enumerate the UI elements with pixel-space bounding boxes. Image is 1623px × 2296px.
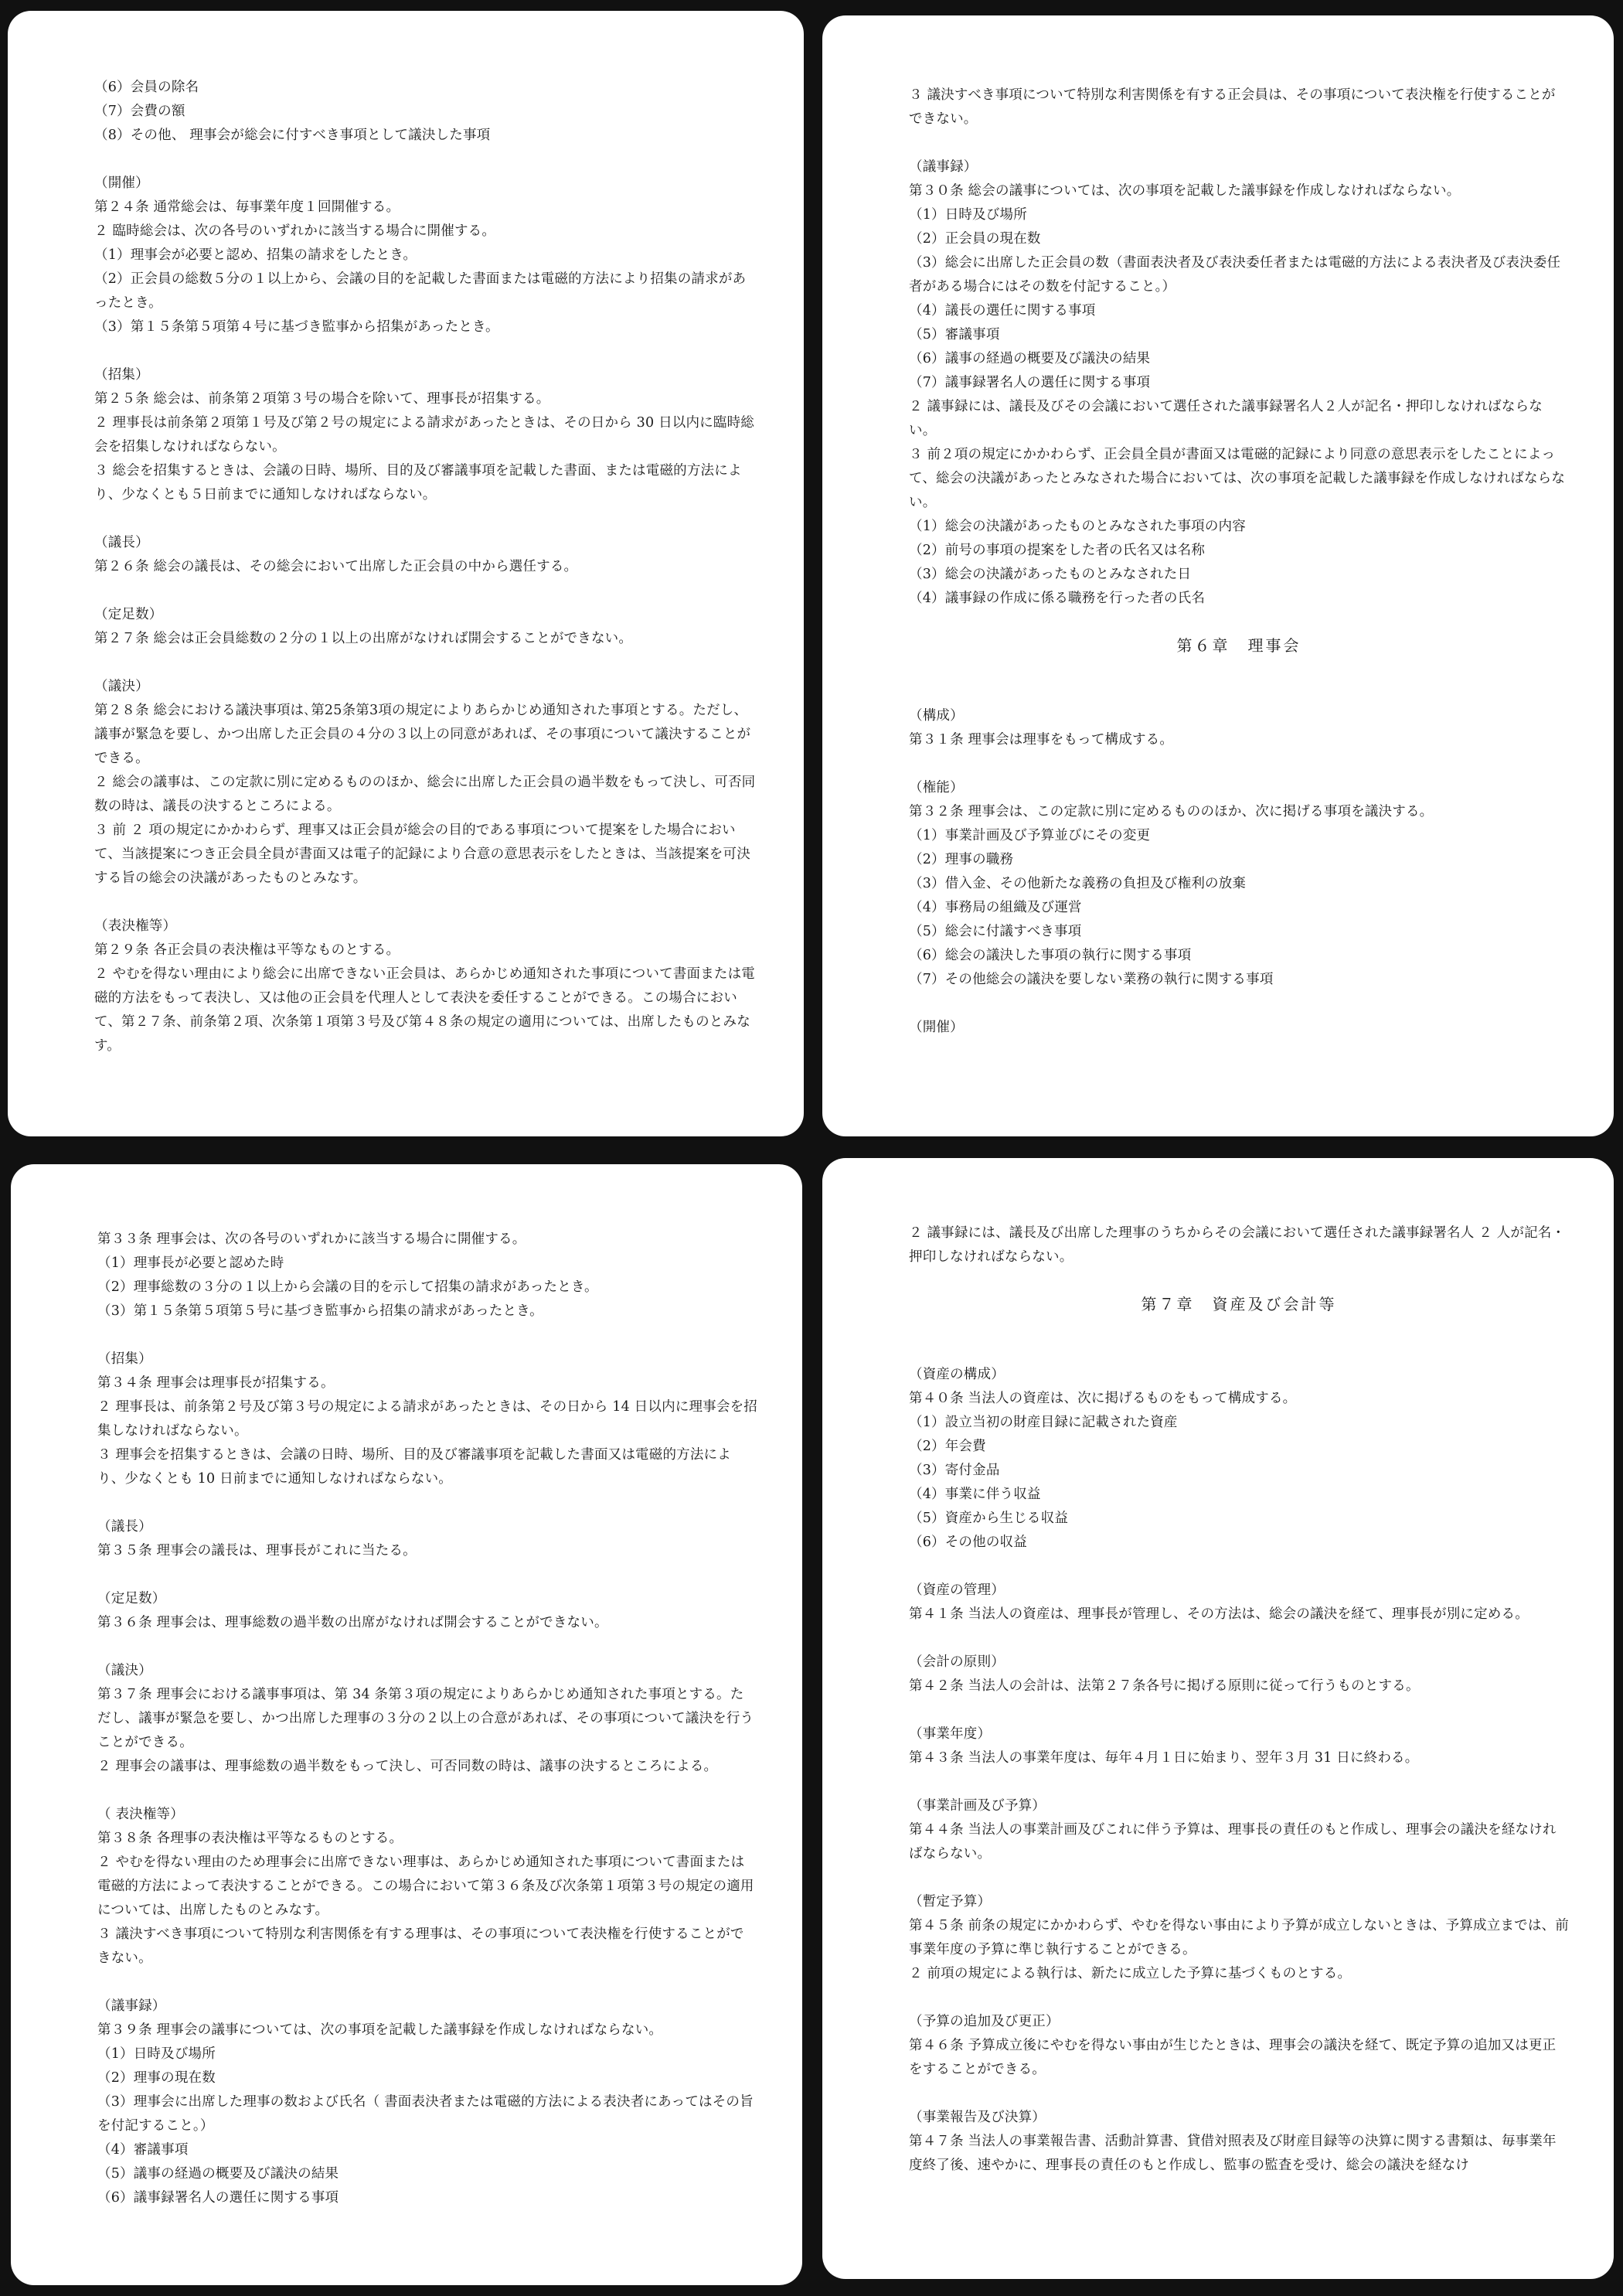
text-line: （3）総会の決議があったものとみなされた日 bbox=[909, 567, 1192, 582]
text-line: ２ やむを得ない理由のため理事会に出席できない理事は、あらかじめ通知された事項について書面または電磁的方法によって表決することができる。この場合において第３６条及び次条第１項第３号の規定の適用については、出席したものとみなす。 bbox=[97, 1855, 754, 1918]
text-line: （2）正会員の総数５分の１以上から、会議の目的を記載した書面または電磁的方法により招集の請求があったとき。 bbox=[94, 271, 747, 311]
text-line: （会計の原則） bbox=[909, 1654, 1005, 1670]
page-1-text bbox=[94, 76, 759, 1058]
text-line: （構成） bbox=[909, 708, 964, 724]
text-line: （5）資産から生じる収益 bbox=[909, 1511, 1069, 1526]
text-line: 第３４条 理事会は理事長が招集する。 bbox=[97, 1375, 335, 1391]
text-line: （2）理事の職務 bbox=[909, 852, 1014, 867]
text-line: （議決） bbox=[97, 1663, 152, 1678]
document-page-4 bbox=[822, 1158, 1614, 2279]
blank-line bbox=[909, 992, 1569, 1016]
blank-line bbox=[94, 891, 759, 915]
text-line: 第３７条 理事会における議事事項は、第 34 条第３項の規定によりあらかじめ通知された事項とする。ただし、議事が緊急を要し、かつ出席した理事の３分の２以上の合意があれば、その事項について議決を行うことができる。 bbox=[97, 1687, 754, 1750]
text-line: ２ 理事会の議事は、理事総数の過半数をもって決し、可否同数の時は、議事の決するところによる。 bbox=[97, 1759, 718, 1774]
text-line: ２ やむを得ない理由により総会に出席できない正会員は、あらかじめ通知された事項について書面または電磁的方法をもって表決し、又は他の正会員を代理人として表決を委任することができる。この場合において、第２７条、前条第２項、次条第１項第３号及び第４８条の規定の適用については、出席したものとみなす。 bbox=[94, 966, 756, 1054]
text-line: ２ 理事長は前条第２項第１号及び第２号の規定による請求があったときは、その日から 30 日以内に臨時総会を招集しなければならない。 bbox=[94, 415, 754, 455]
text-line: 第２５条 総会は、前条第２項第３号の場合を除いて、理事長が招集する。 bbox=[94, 391, 550, 407]
text-line: ２ 臨時総会は、次の各号のいずれかに該当する場合に開催する。 bbox=[94, 223, 496, 239]
text-line: ２ 前項の規定による執行は、新たに成立した予算に基づくものとする。 bbox=[909, 1966, 1352, 1981]
text-line: ３ 理事会を招集するときは、会議の日時、場所、目的及び審議事項を記載した書面又は電磁的方法により、少なくとも 10 日前までに通知しなければならない。 bbox=[97, 1447, 731, 1487]
blank-line bbox=[94, 339, 759, 363]
text-line: （権能） bbox=[909, 780, 964, 795]
text-line: （2）理事の現在数 bbox=[97, 2070, 216, 2086]
page-4-text bbox=[909, 1221, 1569, 2178]
text-line: 第３２条 理事会は、この定款に別に定めるもののほか、次に掲げる事項を議決する。 bbox=[909, 804, 1434, 819]
text-line: 第３３条 理事会は、次の各号のいずれかに該当する場合に開催する。 bbox=[97, 1231, 526, 1247]
text-line: 第２６条 総会の議長は、その総会において出席した正会員の中から選任する。 bbox=[94, 559, 578, 574]
document-page-2 bbox=[822, 15, 1614, 1136]
text-line: 第２４条 通常総会は、毎事業年度１回開催する。 bbox=[94, 199, 400, 215]
text-line: （1）設立当初の財産目録に記載された資産 bbox=[909, 1415, 1178, 1430]
blank-line bbox=[909, 1627, 1569, 1650]
blank-line bbox=[909, 1986, 1569, 2010]
text-line: （議長） bbox=[94, 535, 149, 550]
text-line: （ 表決権等） bbox=[97, 1807, 184, 1822]
text-line: 第４３条 当法人の事業年度は、毎年４月１日に始まり、翌年３月 31 日に終わる。 bbox=[909, 1750, 1419, 1766]
blank-line bbox=[909, 1866, 1569, 1890]
blank-line bbox=[97, 1491, 757, 1515]
text-line: （3）理事会に出席した理事の数および氏名（ 書面表決者または電磁的方法による表決者にあってはその旨を付記すること。） bbox=[97, 2094, 754, 2134]
page-4-lower-text bbox=[909, 1363, 1569, 2178]
text-line: （7）議事録署名人の選任に関する事項 bbox=[909, 375, 1151, 390]
blank-line bbox=[909, 1698, 1569, 1722]
text-line: （6）議事録署名人の選任に関する事項 bbox=[97, 2190, 339, 2206]
blank-line bbox=[94, 651, 759, 675]
text-line: （1）理事長が必要と認めた時 bbox=[97, 1255, 284, 1271]
text-line: （2）理事総数の３分の１以上から会議の目的を示して招集の請求があったとき。 bbox=[97, 1279, 598, 1295]
text-line: （5）議事の経過の概要及び議決の結果 bbox=[97, 2166, 339, 2182]
text-line: 第３１条 理事会は理事をもって構成する。 bbox=[909, 732, 1174, 748]
text-line: 第２９条 各正会員の表決権は平等なものとする。 bbox=[94, 942, 400, 958]
text-line: （1）日時及び場所 bbox=[909, 207, 1027, 223]
text-line: 第４１条 当法人の資産は、理事長が管理し、その方法は、総会の議決を経て、理事長が別に定める。 bbox=[909, 1606, 1529, 1622]
blank-line bbox=[97, 1563, 757, 1587]
text-line: （4）議事録の作成に係る職務を行った者の氏名 bbox=[909, 591, 1206, 606]
blank-line bbox=[909, 1555, 1569, 1579]
text-line: 第４７条 当法人の事業報告書、活動計算書、貸借対照表及び財産目録等の決算に関する書類は、毎事業年度終了後、速やかに、理事長の責任のもと作成し、監事の監査を受け、総会の議決を経なけ bbox=[909, 2134, 1557, 2173]
text-line: （3）第１５条第５項第５号に基づき監事から招集の請求があったとき。 bbox=[97, 1303, 543, 1319]
blank-line bbox=[97, 1635, 757, 1659]
blank-line bbox=[97, 1323, 757, 1347]
text-line: （3）総会に出席した正会員の数（書面表決者及び表決委任者または電磁的方法による表決者及び表決委任者がある場合にはその数を付記すること。） bbox=[909, 255, 1561, 295]
blank-line bbox=[94, 148, 759, 172]
text-line: （3）寄付金品 bbox=[909, 1463, 1000, 1478]
text-line: （4）議長の選任に関する事項 bbox=[909, 303, 1096, 319]
text-line: 第３６条 理事会は、理事総数の過半数の出席がなければ開会することができない。 bbox=[97, 1615, 608, 1630]
text-line: （事業報告及び決算） bbox=[909, 2110, 1046, 2125]
blank-line bbox=[909, 2082, 1569, 2106]
text-line: ２ 議事録には、議長及びその会議において選任された議事録署名人２人が記名・押印しなければならない。 bbox=[909, 399, 1543, 438]
text-line: ２ 理事長は、前条第２号及び第３号の規定による請求があったときは、その日から 14 日以内に理事会を招集しなければならない。 bbox=[97, 1399, 757, 1439]
text-line: （8）その他、 理事会が総会に付すべき事項として議決した事項 bbox=[94, 128, 491, 143]
text-line: （招集） bbox=[94, 367, 149, 383]
text-line: （表決権等） bbox=[94, 918, 177, 934]
text-line: 第３０条 総会の議事については、次の事項を記載した議事録を作成しなければならない。 bbox=[909, 183, 1461, 199]
document-page-3 bbox=[11, 1164, 802, 2285]
text-line: （4）事業に伴う収益 bbox=[909, 1487, 1041, 1502]
text-line: （資産の構成） bbox=[909, 1367, 1005, 1382]
document-page-1 bbox=[8, 11, 804, 1136]
text-line: 第４６条 予算成立後にやむを得ない事由が生じたときは、理事会の議決を経て、既定予算の追加又は更正をすることができる。 bbox=[909, 2038, 1557, 2077]
page-2-text bbox=[909, 83, 1569, 1040]
page-4-upper-text bbox=[909, 1221, 1569, 1269]
text-line: （1）日時及び場所 bbox=[97, 2046, 216, 2062]
text-line: 第２７条 総会は正会員総数の２分の１以上の出席がなければ開会することができない。 bbox=[94, 631, 633, 646]
blank-line bbox=[909, 131, 1569, 155]
text-line: ２ 総会の議事は、この定款に別に定めるもののほか、総会に出席した正会員の過半数をもって決し、可否同数の時は、議長の決するところによる。 bbox=[94, 775, 756, 814]
text-line: （議事録） bbox=[97, 1998, 166, 2014]
text-line: （開催） bbox=[94, 175, 149, 191]
text-line: （開催） bbox=[909, 1020, 964, 1035]
blank-line bbox=[909, 752, 1569, 776]
text-line: （4）審議事項 bbox=[97, 2142, 189, 2158]
blank-line bbox=[94, 579, 759, 603]
text-line: （6）議事の経過の概要及び議決の結果 bbox=[909, 351, 1151, 366]
text-line: （招集） bbox=[97, 1351, 152, 1367]
text-line: （事業計画及び予算） bbox=[909, 1798, 1046, 1814]
text-line: 第４０条 当法人の資産は、次に掲げるものをもって構成する。 bbox=[909, 1391, 1297, 1406]
text-line: ３ 前２項の規定にかかわらず、正会員全員が書面又は電磁的記録により同意の意思表示をしたことによって、総会の決議があったとみなされた場合においては、次の事項を記載した議事録を作成しなければならない。 bbox=[909, 447, 1566, 510]
text-line: （3）第１５条第５項第４号に基づき監事から招集があったとき。 bbox=[94, 319, 499, 335]
text-line: （2）正会員の現在数 bbox=[909, 231, 1041, 247]
text-line: 第４２条 当法人の会計は、法第２７条各号に掲げる原則に従って行うものとする。 bbox=[909, 1678, 1420, 1694]
chapter-7-heading: 第７章 資産及び会計等 bbox=[1141, 1295, 1337, 1313]
page-3-text bbox=[97, 1228, 757, 2210]
text-line: ２ 議事録には、議長及び出席した理事のうちからその会議において選任された議事録署名人 ２ 人が記名・押印しなければならない。 bbox=[909, 1225, 1566, 1265]
text-line: （事業年度） bbox=[909, 1726, 992, 1742]
text-line: （1）事業計画及び予算並びにその変更 bbox=[909, 828, 1151, 843]
text-line: （6）総会の議決した事項の執行に関する事項 bbox=[909, 948, 1192, 963]
text-line: （議決） bbox=[94, 679, 149, 694]
blank-line bbox=[97, 1779, 757, 1803]
text-line: （7）その他総会の議決を要しない業務の執行に関する事項 bbox=[909, 972, 1274, 987]
text-line: 第３９条 理事会の議事については、次の事項を記載した議事録を作成しなければならない。 bbox=[97, 2022, 663, 2038]
text-line: 第４５条 前条の規定にかかわらず、やむを得ない事由により予算が成立しないときは、予算成立までは、前事業年度の予算に準じ執行することができる。 bbox=[909, 1918, 1569, 1957]
chapter-6-heading: 第６章 理事会 bbox=[1176, 636, 1301, 655]
text-line: 第３８条 各理事の表決権は平等なるものとする。 bbox=[97, 1831, 403, 1846]
text-line: （7）会費の額 bbox=[94, 104, 185, 119]
text-line: （議長） bbox=[97, 1519, 152, 1535]
text-line: （6）会員の除名 bbox=[94, 80, 199, 95]
text-line: （2）前号の事項の提案をした者の氏名又は名称 bbox=[909, 543, 1206, 558]
text-line: 第２８条 総会における議決事項は､第25条第3項の規定によりあらかじめ通知された事項とする。ただし、議事が緊急を要し、かつ出席した正会員の４分の３以上の同意があれば、その事項について議決することができる。 bbox=[94, 703, 751, 766]
text-line: （3）借入金、その他新たな義務の負担及び権利の放棄 bbox=[909, 876, 1247, 891]
text-line: ３ 議決すべき事項について特別な利害関係を有する理事は、その事項について表決権を行使することができない。 bbox=[97, 1926, 744, 1966]
text-line: ３ 議決すべき事項について特別な利害関係を有する正会員は、その事項について表決権を行使することができない。 bbox=[909, 87, 1556, 127]
text-line: ３ 総会を招集するときは、会議の日時、場所、目的及び審議事項を記載した書面、または電磁的方法により、少なくとも５日前までに通知しなければならない。 bbox=[94, 463, 742, 502]
text-line: （5）総会に付議すべき事項 bbox=[909, 924, 1082, 939]
text-line: （1）理事会が必要と認め、招集の請求をしたとき。 bbox=[94, 247, 417, 263]
text-line: （5）審議事項 bbox=[909, 327, 1000, 342]
text-line: ３ 前 ２ 項の規定にかかわらず、理事又は正会員が総会の目的である事項について提案をした場合において、当該提案につき正会員全員が書面又は電子的記録により合意の意思表示をしたときは、当該提案を可決する旨の総会の決議があったものとみなす。 bbox=[94, 823, 750, 886]
text-line: 第３５条 理事会の議長は、理事長がこれに当たる。 bbox=[97, 1543, 417, 1558]
text-line: （資産の管理） bbox=[909, 1582, 1005, 1598]
blank-line bbox=[97, 1971, 757, 1995]
text-line: （議事録） bbox=[909, 159, 978, 175]
text-line: 第４４条 当法人の事業計画及びこれに伴う予算は、理事長の責任のもと作成し、理事会の議決を経なければならない。 bbox=[909, 1822, 1557, 1862]
page-2-upper-text bbox=[909, 83, 1569, 611]
text-line: （2）年会費 bbox=[909, 1439, 986, 1454]
blank-line bbox=[909, 1770, 1569, 1794]
text-line: （定足数） bbox=[97, 1591, 166, 1606]
text-line: （暫定予算） bbox=[909, 1894, 992, 1909]
text-line: （1）総会の決議があったものとみなされた事項の内容 bbox=[909, 519, 1246, 534]
page-2-lower-text bbox=[909, 704, 1569, 1040]
text-line: （予算の追加及び更正） bbox=[909, 2014, 1060, 2029]
blank-line bbox=[94, 507, 759, 531]
text-line: （定足数） bbox=[94, 607, 163, 622]
text-line: （6）その他の収益 bbox=[909, 1535, 1027, 1550]
text-line: （4）事務局の組織及び運営 bbox=[909, 900, 1082, 915]
